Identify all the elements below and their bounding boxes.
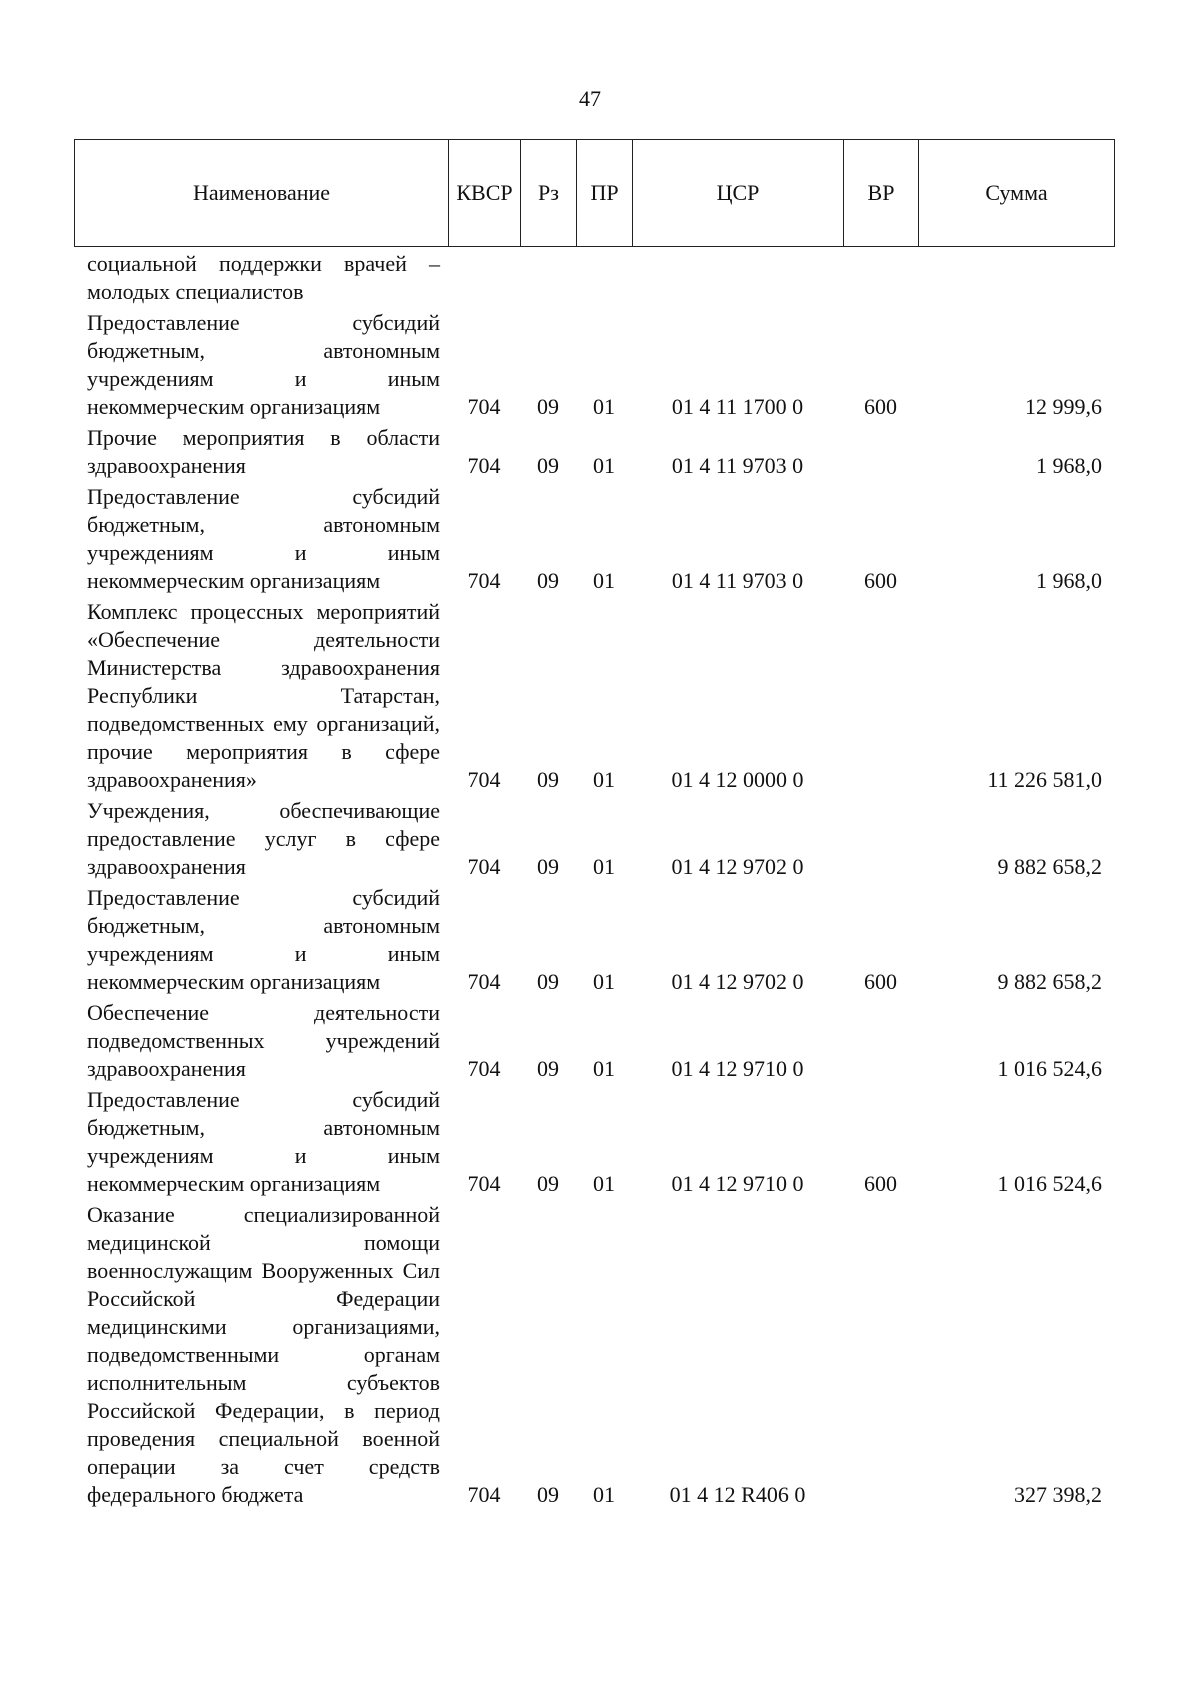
- row-kvsr: 704: [467, 767, 501, 792]
- row-vr: [843, 250, 918, 309]
- row-name: Комплекс процессных мероприятий «Обеспечение деятельности Министерства здравоохранения Республики Татарстан, подведомственных ему организаций, прочие мероприятия в сфере здравоохранения»: [87, 599, 440, 792]
- row-name: Оказание специализированной медицинской помощи военнослужащим Вооруженных Сил Российской Федерации медицинскими организациями, подведомственными органам исполнительным субъектов Российской Федерации, в период проведения специальной военной операции за счет средств федерального бюджета: [87, 1202, 440, 1507]
- row-name: Учреждения, обеспечивающие предоставление услуг в сфере здравоохранения: [87, 798, 440, 879]
- row-pr: 01: [593, 394, 615, 419]
- row-name: социальной поддержки врачей – молодых специалистов: [87, 251, 440, 304]
- row-sum: 12 999,6: [1025, 394, 1102, 419]
- row-kvsr: 704: [467, 1482, 501, 1507]
- row-csr: 01 4 12 9702 0: [671, 854, 804, 879]
- row-vr: 600: [864, 1171, 897, 1196]
- row-vr: [843, 797, 918, 884]
- row-pr: 01: [593, 568, 615, 593]
- table-row: [74, 884, 1114, 999]
- row-kvsr: 704: [467, 854, 501, 879]
- row-vr: 600: [864, 568, 897, 593]
- row-pr: 01: [593, 1482, 615, 1507]
- row-rz: [520, 250, 576, 309]
- row-kvsr: 704: [467, 568, 501, 593]
- row-name: Предоставление субсидий бюджетным, автономным учреждениям и иным некоммерческим организациям: [87, 310, 440, 419]
- row-sum: 9 882 658,2: [997, 969, 1102, 994]
- row-csr: 01 4 12 9702 0: [671, 969, 804, 994]
- row-sum: [918, 250, 1114, 309]
- table-row: [74, 483, 1114, 598]
- table-row: [74, 309, 1114, 424]
- row-name: Предоставление субсидий бюджетным, автономным учреждениям и иным некоммерческим организациям: [87, 885, 440, 994]
- row-sum: 1 016 524,6: [997, 1056, 1102, 1081]
- row-rz: 09: [537, 767, 559, 792]
- row-rz: 09: [537, 453, 559, 478]
- row-name: Предоставление субсидий бюджетным, автономным учреждениям и иным некоммерческим организациям: [87, 484, 440, 593]
- row-pr: [576, 250, 632, 309]
- table-row: [74, 424, 1114, 483]
- header-csr: ЦСР: [633, 140, 844, 247]
- row-kvsr: 704: [467, 969, 501, 994]
- row-kvsr: 704: [467, 453, 501, 478]
- header-sum: Сумма: [919, 140, 1115, 247]
- row-sum: 1 016 524,6: [997, 1171, 1102, 1196]
- row-kvsr: 704: [467, 1171, 501, 1196]
- row-name: Прочие мероприятия в области здравоохранения: [87, 425, 440, 478]
- header-pr: ПР: [577, 140, 633, 247]
- row-csr: [632, 250, 843, 309]
- table-header: [74, 139, 1115, 247]
- row-kvsr: 704: [467, 394, 501, 419]
- row-csr: 01 4 12 0000 0: [671, 767, 804, 792]
- row-vr: [843, 999, 918, 1086]
- row-vr: [843, 424, 918, 483]
- row-vr: [843, 598, 918, 797]
- table-row: [74, 250, 1114, 309]
- row-csr: 01 4 11 9703 0: [671, 453, 804, 478]
- row-kvsr: [448, 250, 520, 309]
- row-sum: 327 398,2: [1014, 1482, 1102, 1507]
- row-csr: 01 4 11 1700 0: [671, 394, 804, 419]
- row-sum: 1 968,0: [1036, 453, 1102, 478]
- table-row: [74, 797, 1114, 884]
- row-rz: 09: [537, 394, 559, 419]
- row-csr: 01 4 11 9703 0: [671, 568, 804, 593]
- row-rz: 09: [537, 969, 559, 994]
- row-sum: 1 968,0: [1036, 568, 1102, 593]
- header-rz: Рз: [521, 140, 577, 247]
- page-number: 47: [579, 86, 601, 111]
- row-pr: 01: [593, 1056, 615, 1081]
- row-pr: 01: [593, 767, 615, 792]
- header-vr: ВР: [844, 140, 919, 247]
- row-rz: 09: [537, 1482, 559, 1507]
- row-csr: 01 4 12 9710 0: [671, 1056, 804, 1081]
- table-row: [74, 598, 1114, 797]
- header-kvsr: КВСР: [449, 140, 521, 247]
- row-kvsr: 704: [467, 1056, 501, 1081]
- row-rz: 09: [537, 854, 559, 879]
- row-pr: 01: [593, 854, 615, 879]
- row-rz: 09: [537, 568, 559, 593]
- row-sum: 11 226 581,0: [987, 767, 1102, 792]
- table-row: [74, 1086, 1114, 1201]
- row-name: Обеспечение деятельности подведомственных учреждений здравоохранения: [87, 1000, 440, 1081]
- row-vr: [843, 1201, 918, 1512]
- row-pr: 01: [593, 453, 615, 478]
- row-csr: 01 4 12 9710 0: [671, 1171, 804, 1196]
- row-name: Предоставление субсидий бюджетным, автономным учреждениям и иным некоммерческим организациям: [87, 1087, 440, 1196]
- row-vr: 600: [864, 969, 897, 994]
- row-sum: 9 882 658,2: [997, 854, 1102, 879]
- budget-table: [74, 250, 1114, 1512]
- row-pr: 01: [593, 1171, 615, 1196]
- row-rz: 09: [537, 1056, 559, 1081]
- row-csr: 01 4 12 R406 0: [669, 1482, 806, 1507]
- row-vr: 600: [864, 394, 897, 419]
- row-rz: 09: [537, 1171, 559, 1196]
- header-name: Наименование: [75, 140, 449, 247]
- table-row: [74, 999, 1114, 1086]
- table-row: [74, 1201, 1114, 1512]
- row-pr: 01: [593, 969, 615, 994]
